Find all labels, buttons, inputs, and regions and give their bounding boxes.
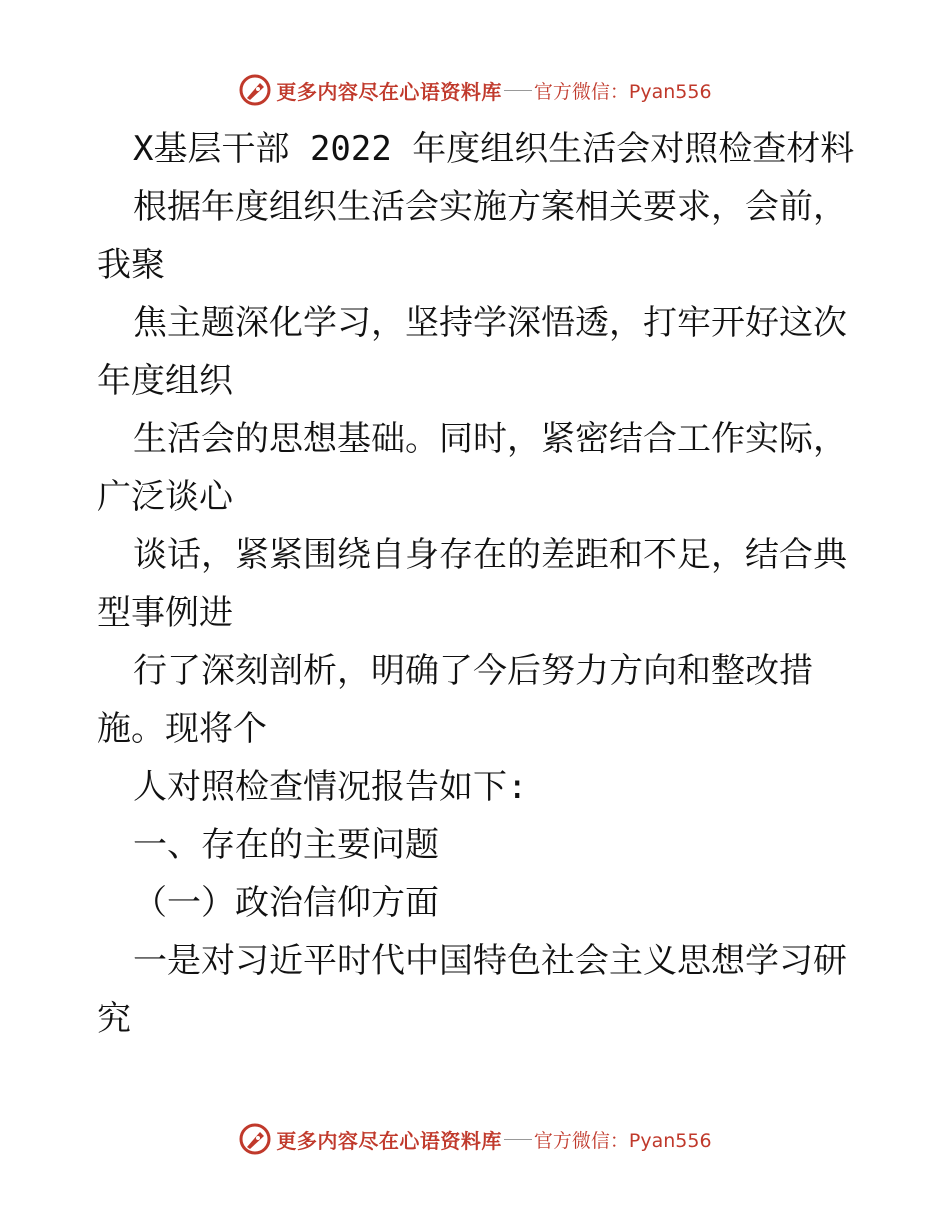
banner-main-text: 更多内容尽在心语资料库 (276, 79, 502, 104)
text-line: 我聚 (97, 245, 165, 285)
text-line: 行了深刻剖析，明确了今后努力方向和整改措 (133, 651, 813, 691)
header-banner (0, 70, 950, 110)
banner-wechat-text: 官方微信：Pyan556 (533, 1129, 712, 1152)
text-line: 广泛谈心 (97, 477, 233, 517)
pen-nib-logo-icon (238, 1122, 272, 1156)
text-line: 根据年度组织生活会实施方案相关要求，会前， (133, 187, 847, 227)
text-line: 型事例进 (97, 593, 233, 633)
text-line: 焦主题深化学习，坚持学深悟透，打牢开好这次 (133, 303, 847, 343)
banner-main-text: 更多内容尽在心语资料库 (276, 1128, 502, 1153)
text-line: 人对照检查情况报告如下: (133, 767, 528, 807)
text-line: 一是对习近平时代中国特色社会主义思想学习研 (133, 941, 847, 981)
document-body (97, 120, 867, 1048)
text-line: 谈话，紧紧围绕自身存在的差距和不足，结合典 (133, 535, 847, 575)
section-heading: 一、存在的主要问题 (133, 825, 439, 865)
text-line: 究 (97, 999, 131, 1039)
footer-banner (0, 1119, 950, 1159)
subsection-heading: （一）政治信仰方面 (133, 883, 439, 923)
pen-nib-logo-icon (238, 73, 272, 107)
document-title: X基层干部 2022 年度组织生活会对照检查材料 (133, 129, 855, 169)
banner-separator (504, 1139, 532, 1140)
banner-wechat-text: 官方微信：Pyan556 (533, 80, 712, 103)
banner-separator (504, 90, 532, 91)
text-line: 生活会的思想基础。同时，紧密结合工作实际， (133, 419, 847, 459)
text-line: 年度组织 (97, 361, 233, 401)
text-line: 施。现将个 (97, 709, 267, 749)
